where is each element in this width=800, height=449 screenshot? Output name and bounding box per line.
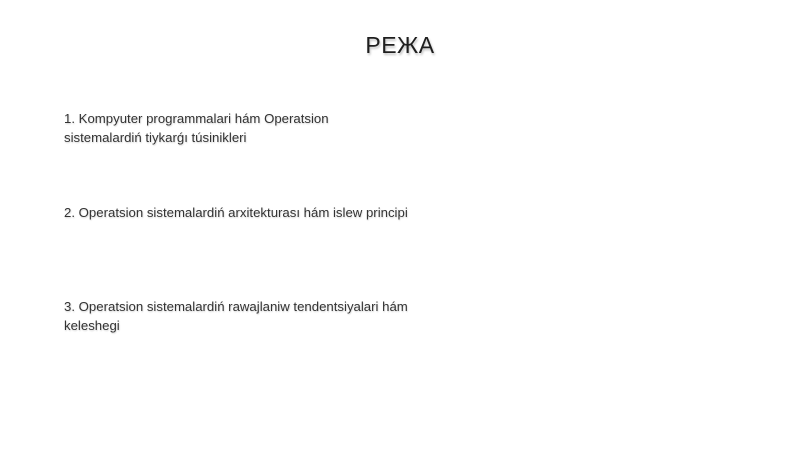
slide-title: РЕЖА — [365, 32, 435, 58]
agenda-item-2: 2. Operatsion sistemalardiń arxitekturası hám islew principi — [64, 205, 408, 220]
agenda-item-1: 1. Kompyuter programmalari hám Operatsion sistemalardiń tiykarǵı túsinikleri — [64, 111, 329, 145]
agenda-item-3: 3. Operatsion sistemalardiń rawajlaniw tendentsiyalari hám keleshegi — [64, 299, 408, 333]
